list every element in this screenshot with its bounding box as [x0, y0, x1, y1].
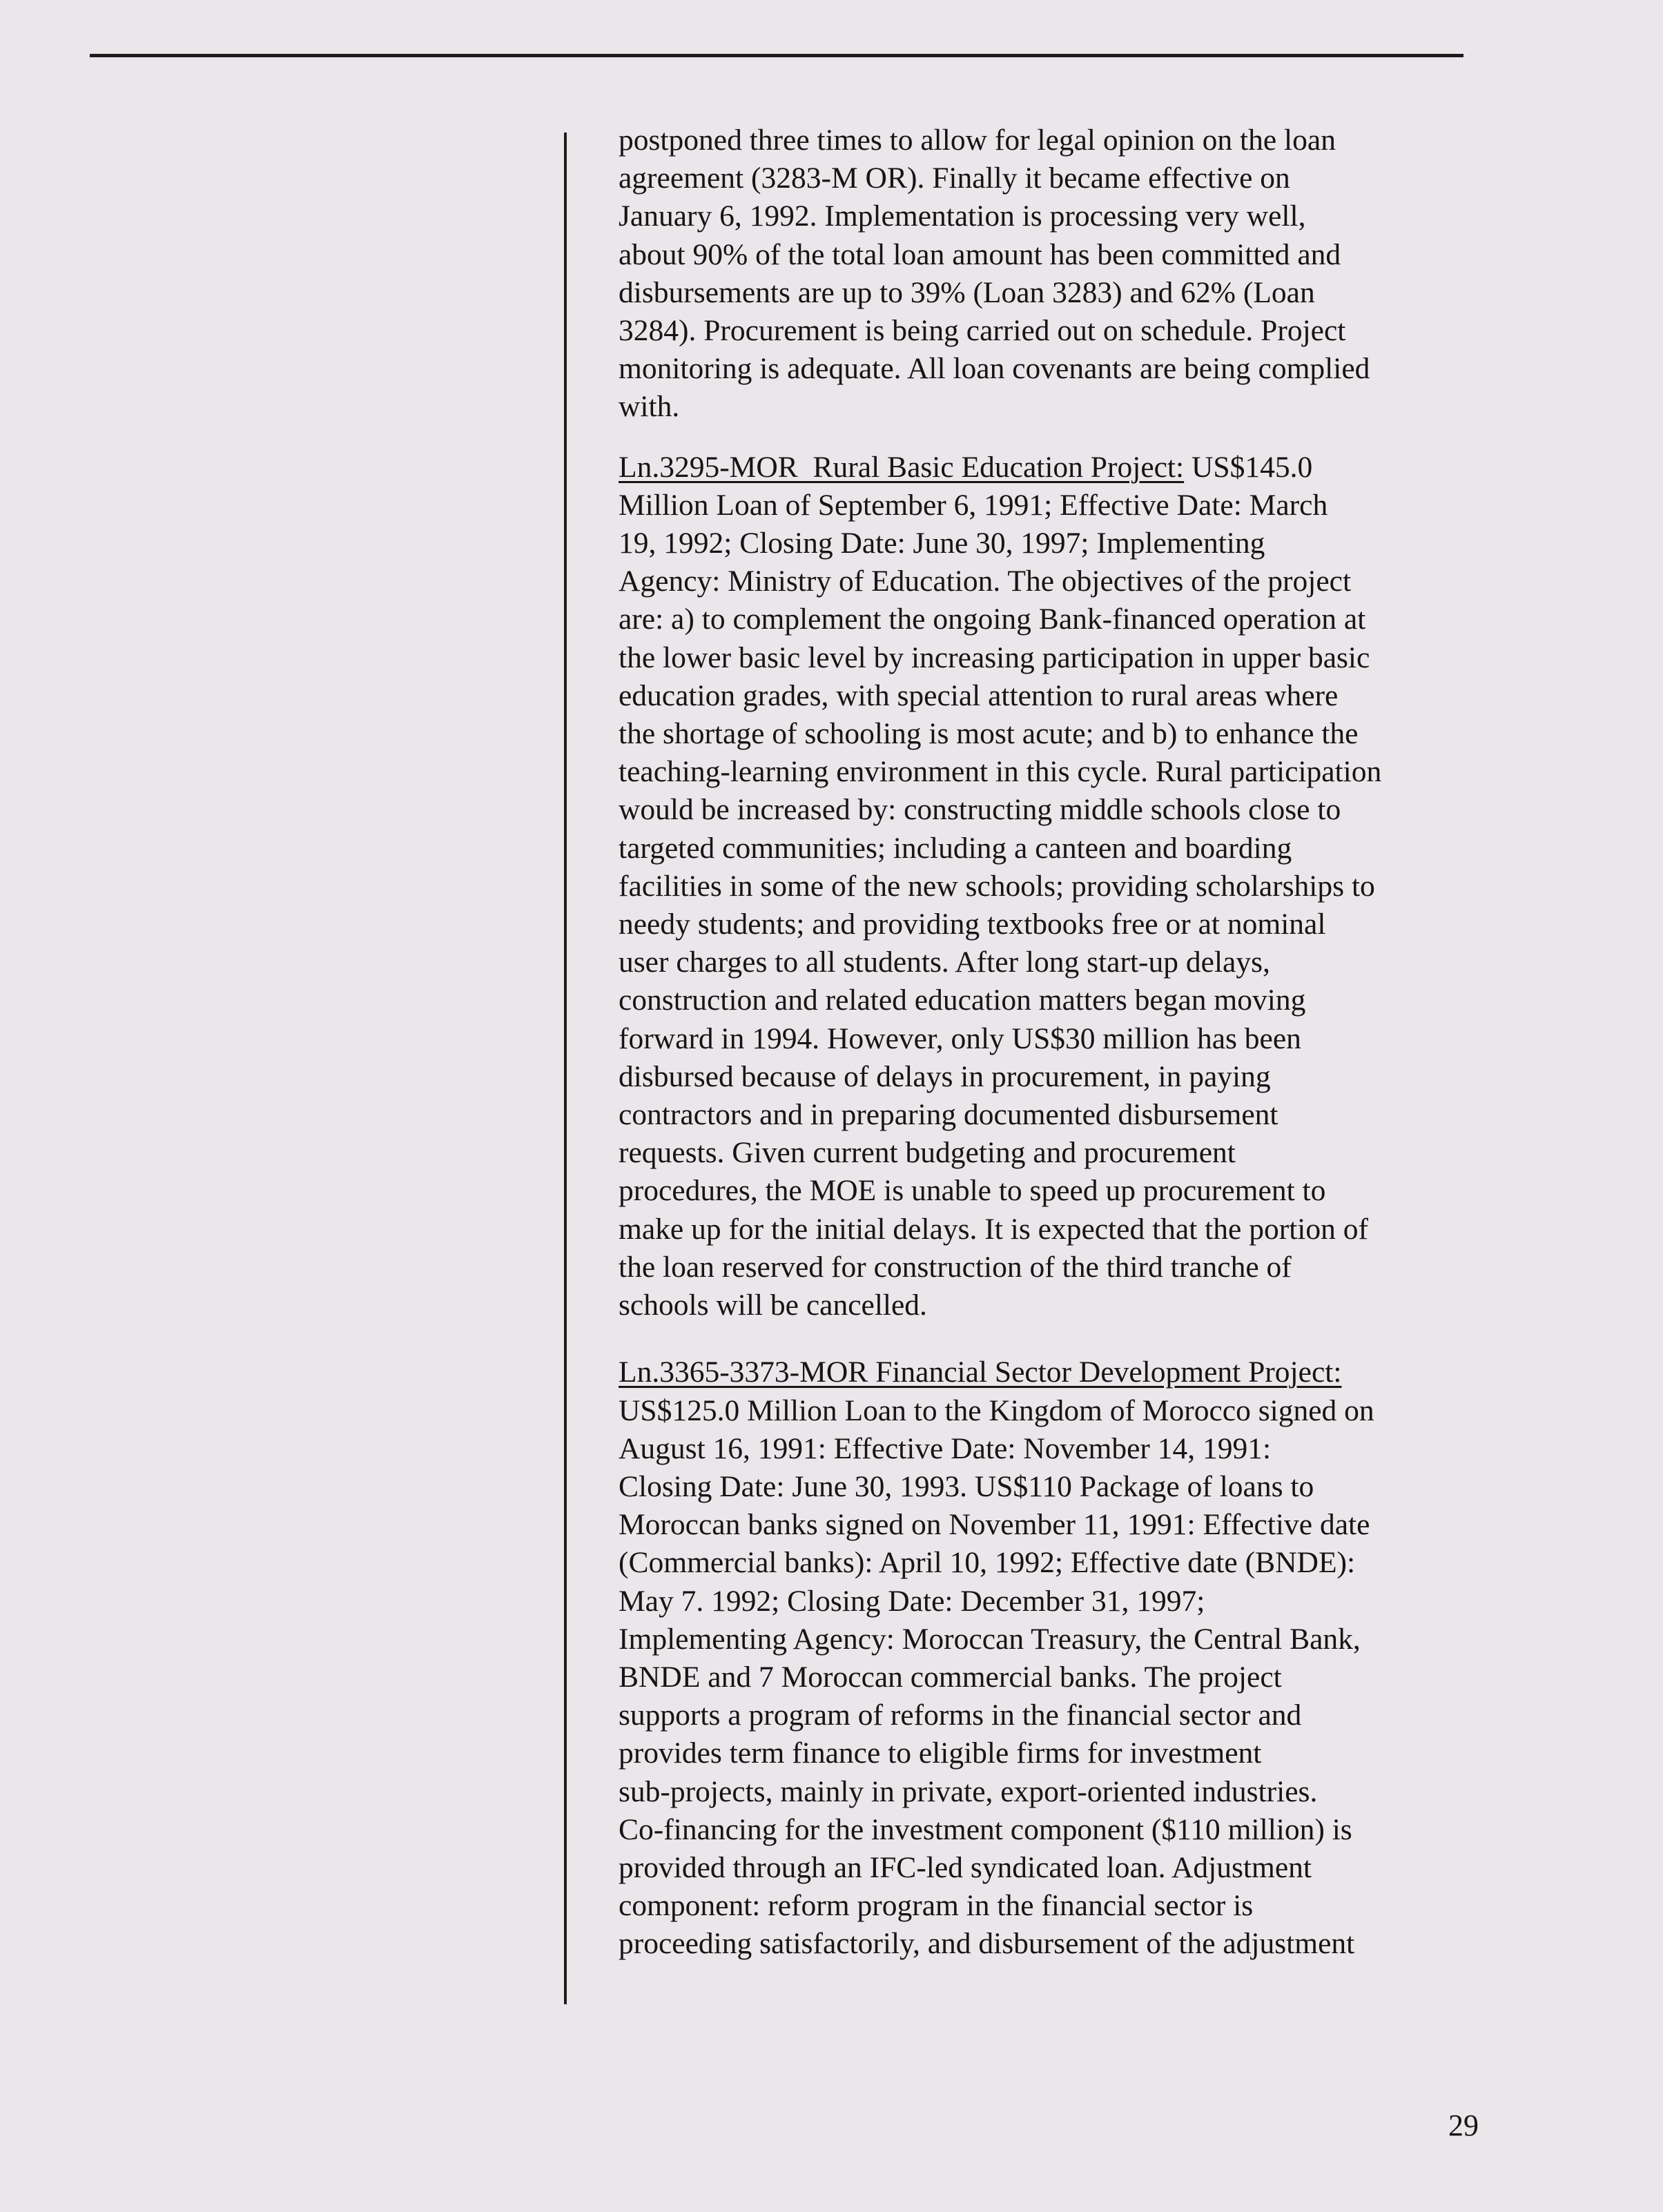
text-line: user charges to all students. After long start-up delays, — [619, 946, 1270, 979]
margin-vertical-rule — [564, 133, 567, 2004]
text-line: component: reform program in the financial sector is — [619, 1889, 1254, 1923]
paragraph-loan-3283-continuation — [619, 121, 1481, 427]
text-line: January 6, 1992. Implementation is processing very well, — [619, 199, 1306, 233]
text-line — [619, 1353, 1481, 1391]
project-heading-financial-sector: Ln.3365-3373-MOR Financial Sector Development Project: — [619, 1355, 1342, 1389]
text-line: BNDE and 7 Moroccan commercial banks. The project — [619, 1660, 1282, 1694]
text-line: May 7. 1992; Closing Date: December 31, 1997; — [619, 1584, 1205, 1618]
text-line: contractors and in preparing documented disbursement — [619, 1098, 1278, 1132]
heading-line-rest: US$145.0 — [1184, 450, 1313, 484]
text-line: would be increased by: constructing middle schools close to — [619, 793, 1341, 827]
text-line: disbursed because of delays in procurement, in paying — [619, 1059, 1271, 1093]
text-line: teaching-learning environment in this cycle. Rural participation — [619, 755, 1382, 789]
text-line: August 16, 1991: Effective Date: November 14, 1991: — [619, 1431, 1272, 1465]
text-line: education grades, with special attention to rural areas where — [619, 678, 1339, 712]
text-line: US$125.0 Million Loan to the Kingdom of Morocco signed on — [619, 1393, 1374, 1427]
text-line: monitoring is adequate. All loan covenants are being complied — [619, 352, 1370, 386]
text-line: procedures, the MOE is unable to speed up procurement to — [619, 1174, 1326, 1208]
text-line: make up for the initial delays. It is expected that the portion of — [619, 1212, 1368, 1246]
top-horizontal-rule — [90, 54, 1463, 57]
text-line: forward in 1994. However, only US$30 million has been — [619, 1021, 1301, 1055]
text-line: provides term finance to eligible firms for investment — [619, 1736, 1262, 1770]
text-line: supports a program of reforms in the financial sector and — [619, 1699, 1302, 1732]
paragraph-rural-basic-education — [619, 449, 1481, 1325]
text-line: Million Loan of September 6, 1991; Effective Date: March — [619, 488, 1328, 522]
text-line: 3284). Procurement is being carried out on schedule. Project — [619, 314, 1346, 348]
text-line: provided through an IFC-led syndicated loan. Adjustment — [619, 1850, 1312, 1884]
main-text-column — [619, 121, 1481, 1964]
paragraph-financial-sector-development — [619, 1353, 1481, 1963]
text-line — [619, 449, 1481, 487]
text-line: (Commercial banks): April 10, 1992; Effective date (BNDE): — [619, 1546, 1356, 1580]
text-line: the shortage of schooling is most acute; and b) to enhance the — [619, 717, 1359, 751]
text-line: about 90% of the total loan amount has been committed and — [619, 237, 1341, 271]
text-line: Closing Date: June 30, 1993. US$110 Package of loans to — [619, 1469, 1314, 1503]
text-line: Implementing Agency: Moroccan Treasury, the Central Bank, — [619, 1622, 1361, 1656]
text-line: proceeding satisfactorily, and disbursement of the adjustment — [619, 1927, 1355, 1961]
project-heading-rural-basic-education: Ln.3295-MOR Rural Basic Education Project: — [619, 450, 1185, 484]
text-line: with. — [619, 390, 680, 424]
page-number: 29 — [1448, 2108, 1479, 2142]
text-line: are: a) to complement the ongoing Bank-financed operation at — [619, 603, 1366, 636]
text-line: requests. Given current budgeting and procurement — [619, 1136, 1236, 1170]
text-line: the lower basic level by increasing participation in upper basic — [619, 640, 1370, 674]
text-line: Agency: Ministry of Education. The objectives of the project — [619, 565, 1352, 598]
text-line: sub-projects, mainly in private, export-oriented industries. — [619, 1774, 1318, 1808]
text-line: postponed three times to allow for legal opinion on the loan — [619, 124, 1336, 157]
text-line: needy students; and providing textbooks free or at nominal — [619, 908, 1326, 941]
text-line: disbursements are up to 39% (Loan 3283) and 62% (Loan — [619, 275, 1315, 309]
text-line: the loan reserved for construction of the third tranche of — [619, 1250, 1292, 1284]
text-line: Co-financing for the investment component ($110 million) is — [619, 1812, 1352, 1846]
text-line: facilities in some of the new schools; providing scholarships to — [619, 869, 1375, 903]
text-line: construction and related education matters began moving — [619, 983, 1306, 1017]
text-line: schools will be cancelled. — [619, 1289, 927, 1322]
text-line: Moroccan banks signed on November 11, 1991: Effective date — [619, 1508, 1370, 1542]
text-line: 19, 1992; Closing Date: June 30, 1997; Implementing — [619, 527, 1265, 560]
text-line: targeted communities; including a canteen and boarding — [619, 831, 1292, 865]
text-line: agreement (3283-M OR). Finally it became effective on — [619, 162, 1290, 195]
